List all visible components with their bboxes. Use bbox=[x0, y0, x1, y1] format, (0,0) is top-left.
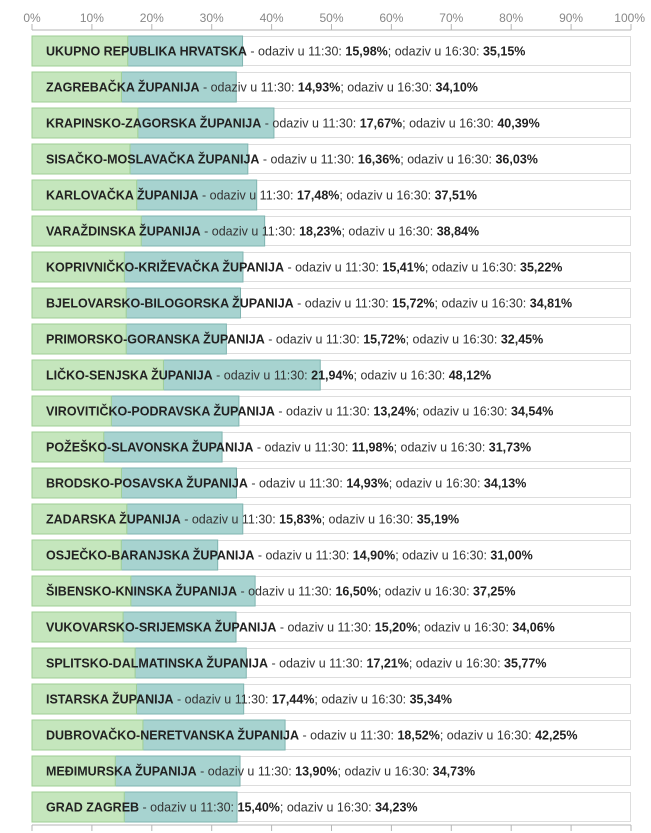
value-1130-label: 15,40% bbox=[237, 800, 280, 815]
value-1130-label: 17,48% bbox=[296, 188, 340, 203]
bar-row bbox=[32, 216, 631, 246]
bar-row bbox=[32, 360, 631, 390]
category-label: LIČKO-SENJSKA ŽUPANIJA bbox=[46, 368, 213, 383]
value-1630-label: 37,25% bbox=[473, 584, 516, 599]
category-label: BJELOVARSKO-BILOGORSKA ŽUPANIJA bbox=[46, 296, 294, 311]
label-text: ; odaziv u 16:30: bbox=[337, 764, 433, 779]
value-1630-label: 32,45% bbox=[500, 332, 544, 347]
label-text: - odaziv u 11:30: bbox=[200, 224, 300, 239]
bar-label bbox=[46, 728, 577, 743]
label-text: ; odaziv u 16:30: bbox=[387, 44, 483, 59]
label-text: ; odaziv u 16:30: bbox=[341, 224, 437, 239]
label-text: - odaziv u 11:30: bbox=[139, 800, 238, 815]
x-tick-label: 70% bbox=[439, 11, 464, 25]
bar-label bbox=[46, 152, 538, 167]
value-1130-label: 15,72% bbox=[392, 296, 435, 311]
x-axis-bottom bbox=[32, 825, 631, 831]
label-text: ; odaziv u 16:30: bbox=[393, 440, 489, 455]
value-1630-label: 34,10% bbox=[435, 80, 478, 95]
value-1630-label: 35,19% bbox=[416, 512, 460, 527]
bar-label bbox=[46, 764, 475, 779]
label-text: ; odaziv u 16:30: bbox=[321, 512, 417, 527]
value-1630-label: 37,51% bbox=[434, 188, 477, 203]
bar-label bbox=[46, 404, 553, 419]
label-text: ; odaziv u 16:30: bbox=[377, 584, 474, 599]
bar-label bbox=[46, 584, 515, 599]
value-1630-label: 35,15% bbox=[482, 44, 526, 59]
x-tick-label: 100% bbox=[614, 11, 645, 25]
label-text: ; odaziv u 16:30: bbox=[339, 188, 435, 203]
label-text: - odaziv u 11:30: bbox=[254, 548, 353, 563]
label-text: - odaziv u 11:30: bbox=[274, 404, 374, 419]
category-label: MEĐIMURSKA ŽUPANIJA bbox=[46, 764, 197, 779]
category-label: ŠIBENSKO-KNINSKA ŽUPANIJA bbox=[46, 584, 237, 599]
bar-row bbox=[32, 396, 631, 426]
value-1130-label: 15,41% bbox=[382, 260, 425, 275]
bar-label bbox=[46, 188, 477, 203]
value-1130-label: 15,83% bbox=[279, 512, 322, 527]
value-1130-label: 16,36% bbox=[357, 152, 401, 167]
bar-label bbox=[46, 620, 555, 635]
category-label: ISTARSKA ŽUPANIJA bbox=[46, 692, 174, 707]
value-1130-label: 16,50% bbox=[335, 584, 378, 599]
bar-row bbox=[32, 540, 631, 570]
bar-row bbox=[32, 72, 631, 102]
value-1130-label: 15,98% bbox=[345, 44, 388, 59]
bar-row bbox=[32, 504, 631, 534]
x-tick-label: 90% bbox=[559, 11, 584, 25]
label-text: - odaziv u 11:30: bbox=[259, 152, 358, 167]
bar-label bbox=[46, 116, 540, 131]
label-text: - odaziv u 11:30: bbox=[264, 332, 364, 347]
label-text: - odaziv u 11:30: bbox=[299, 728, 398, 743]
bar-label bbox=[46, 296, 572, 311]
bar-rows bbox=[32, 36, 631, 822]
bar-label bbox=[46, 692, 452, 707]
label-text: ; odaziv u 16:30: bbox=[415, 404, 511, 419]
bar-row bbox=[32, 684, 631, 714]
value-1130-label: 13,90% bbox=[295, 764, 338, 779]
label-text: ; odaziv u 16:30: bbox=[388, 476, 484, 491]
bar-row bbox=[32, 288, 631, 318]
value-1630-label: 34,06% bbox=[512, 620, 555, 635]
value-1130-label: 18,23% bbox=[299, 224, 342, 239]
bar-label bbox=[46, 260, 562, 275]
label-text: ; odaziv u 16:30: bbox=[439, 728, 536, 743]
bar-row bbox=[32, 756, 631, 786]
value-1630-label: 34,81% bbox=[529, 296, 573, 311]
bar-label bbox=[46, 476, 526, 491]
label-text: ; odaziv u 16:30: bbox=[400, 152, 496, 167]
category-label: SPLITSKO-DALMATINSKA ŽUPANIJA bbox=[46, 656, 268, 671]
category-label: ZAGREBAČKA ŽUPANIJA bbox=[46, 80, 200, 95]
value-1630-label: 34,54% bbox=[511, 404, 554, 419]
value-1630-label: 35,77% bbox=[504, 656, 547, 671]
category-label: SISAČKO-MOSLAVAČKA ŽUPANIJA bbox=[46, 152, 260, 167]
value-1630-label: 34,73% bbox=[432, 764, 476, 779]
category-label: ZADARSKA ŽUPANIJA bbox=[46, 512, 181, 527]
label-text: ; odaziv u 16:30: bbox=[405, 332, 501, 347]
value-1630-label: 35,22% bbox=[520, 260, 563, 275]
category-label: BRODSKO-POSAVSKA ŽUPANIJA bbox=[46, 476, 248, 491]
value-1130-label: 14,93% bbox=[297, 80, 341, 95]
value-1630-label: 31,73% bbox=[488, 440, 532, 455]
bar-row bbox=[32, 180, 631, 210]
value-1630-label: 34,23% bbox=[375, 800, 418, 815]
bar-row bbox=[32, 468, 631, 498]
category-label: DUBROVAČKO-NERETVANSKA ŽUPANIJA bbox=[46, 728, 300, 743]
value-1630-label: 38,84% bbox=[436, 224, 480, 239]
label-text: ; odaziv u 16:30: bbox=[340, 80, 436, 95]
label-text: ; odaziv u 16:30: bbox=[434, 296, 530, 311]
bar-label bbox=[46, 440, 531, 455]
x-tick-label: 0% bbox=[23, 11, 41, 25]
x-tick-label: 60% bbox=[379, 11, 404, 25]
label-text: ; odaziv u 16:30: bbox=[353, 368, 449, 383]
category-label: VIROVITIČKO-PODRAVSKA ŽUPANIJA bbox=[46, 404, 275, 419]
bar-row bbox=[32, 108, 631, 138]
bar-label bbox=[46, 801, 418, 815]
bar-row bbox=[32, 432, 631, 462]
category-label: UKUPNO REPUBLIKA HRVATSKA bbox=[46, 44, 247, 59]
x-tick-label: 20% bbox=[139, 11, 164, 25]
value-1130-label: 21,94% bbox=[311, 368, 354, 383]
bar-row bbox=[32, 720, 631, 750]
category-label: KOPRIVNIČKO-KRIŽEVAČKA ŽUPANIJA bbox=[46, 260, 284, 275]
bar-label bbox=[46, 512, 459, 527]
bar-label bbox=[46, 548, 533, 563]
label-text: ; odaziv u 16:30: bbox=[279, 800, 376, 815]
value-1130-label: 17,44% bbox=[272, 692, 315, 707]
value-1630-label: 34,13% bbox=[483, 476, 527, 491]
bar-row bbox=[32, 36, 631, 66]
label-text: - odaziv u 11:30: bbox=[268, 656, 367, 671]
x-tick-label: 50% bbox=[319, 11, 344, 25]
value-1130-label: 11,98% bbox=[351, 440, 394, 455]
x-tick-label: 10% bbox=[79, 11, 104, 25]
category-label: PRIMORSKO-GORANSKA ŽUPANIJA bbox=[46, 332, 265, 347]
label-text: - odaziv u 11:30: bbox=[261, 116, 360, 131]
label-text: - odaziv u 11:30: bbox=[246, 44, 346, 59]
category-label: GRAD ZAGREB bbox=[46, 800, 140, 815]
x-tick-label: 80% bbox=[499, 11, 524, 25]
value-1630-label: 36,03% bbox=[495, 152, 538, 167]
bar-row bbox=[32, 576, 631, 606]
bar-label bbox=[46, 80, 478, 95]
label-text: - odaziv u 11:30: bbox=[237, 584, 336, 599]
label-text: - odaziv u 11:30: bbox=[293, 296, 393, 311]
category-label: VUKOVARSKO-SRIJEMSKA ŽUPANIJA bbox=[46, 620, 277, 635]
category-label: POŽEŠKO-SLAVONSKA ŽUPANIJA bbox=[46, 440, 254, 455]
bar-label bbox=[46, 368, 491, 383]
label-text: ; odaziv u 16:30: bbox=[402, 116, 498, 131]
category-label: VARAŽDINSKA ŽUPANIJA bbox=[46, 224, 201, 239]
x-tick-label: 40% bbox=[259, 11, 284, 25]
value-1130-label: 18,52% bbox=[397, 728, 440, 743]
category-label: KRAPINSKO-ZAGORSKA ŽUPANIJA bbox=[46, 116, 262, 131]
value-1630-label: 31,00% bbox=[490, 548, 533, 563]
value-1630-label: 42,25% bbox=[535, 728, 578, 743]
value-1130-label: 17,21% bbox=[366, 656, 409, 671]
label-text: - odaziv u 11:30: bbox=[198, 188, 297, 203]
value-1130-label: 17,67% bbox=[359, 116, 403, 131]
bar-row bbox=[32, 324, 631, 354]
value-1630-label: 40,39% bbox=[497, 116, 540, 131]
value-1130-label: 14,90% bbox=[352, 548, 396, 563]
label-text: - odaziv u 11:30: bbox=[180, 512, 280, 527]
value-1130-label: 14,93% bbox=[346, 476, 389, 491]
label-text: - odaziv u 11:30: bbox=[283, 260, 383, 275]
label-text: ; odaziv u 16:30: bbox=[408, 656, 505, 671]
value-1630-label: 48,12% bbox=[448, 368, 492, 383]
label-text: ; odaziv u 16:30: bbox=[417, 620, 513, 635]
label-text: - odaziv u 11:30: bbox=[196, 764, 296, 779]
label-text: ; odaziv u 16:30: bbox=[424, 260, 521, 275]
bar-row bbox=[32, 144, 631, 174]
x-axis-top bbox=[23, 11, 645, 30]
x-tick-label: 30% bbox=[199, 11, 224, 25]
label-text: - odaziv u 11:30: bbox=[253, 440, 352, 455]
bar-label bbox=[46, 656, 546, 671]
label-text: ; odaziv u 16:30: bbox=[314, 692, 410, 707]
label-text: ; odaziv u 16:30: bbox=[395, 548, 491, 563]
label-text: - odaziv u 11:30: bbox=[276, 620, 375, 635]
value-1130-label: 15,20% bbox=[374, 620, 418, 635]
value-1630-label: 35,34% bbox=[409, 692, 453, 707]
category-label: KARLOVAČKA ŽUPANIJA bbox=[46, 188, 199, 203]
bar-row bbox=[32, 648, 631, 678]
bar-label bbox=[46, 332, 543, 347]
label-text: - odaziv u 11:30: bbox=[173, 692, 272, 707]
category-label: OSJEČKO-BARANJSKA ŽUPANIJA bbox=[46, 548, 255, 563]
value-1130-label: 15,72% bbox=[363, 332, 406, 347]
label-text: - odaziv u 11:30: bbox=[247, 476, 347, 491]
bar-row bbox=[32, 252, 631, 282]
label-text: - odaziv u 11:30: bbox=[199, 80, 298, 95]
bar-row bbox=[32, 612, 631, 642]
value-1130-label: 13,24% bbox=[373, 404, 416, 419]
bar-label bbox=[46, 224, 479, 239]
label-text: - odaziv u 11:30: bbox=[212, 368, 312, 383]
bar-row bbox=[32, 792, 631, 822]
bar-label bbox=[46, 45, 525, 59]
